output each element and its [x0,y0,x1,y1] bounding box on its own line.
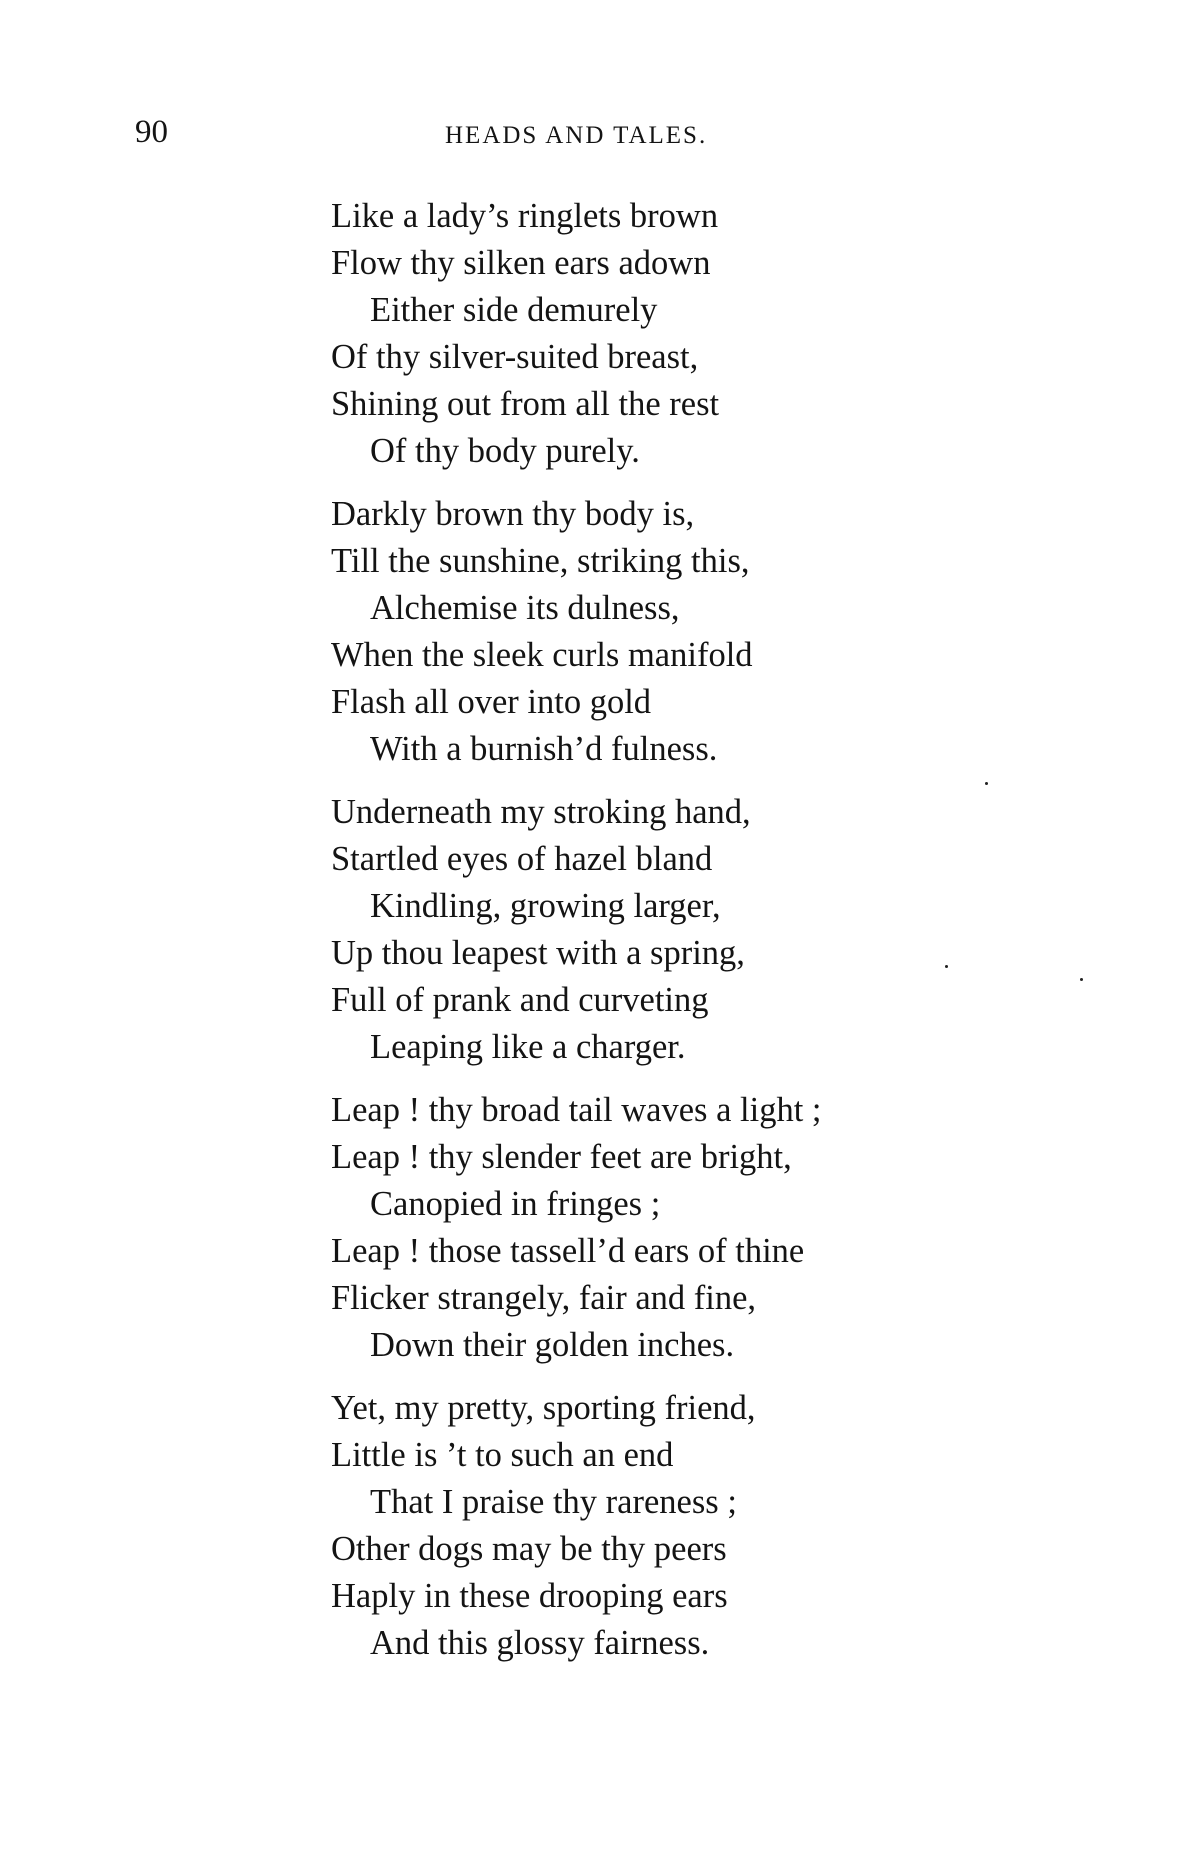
poem-line: Darkly brown thy body is, [331,495,695,533]
poem [331,193,1071,1683]
poem-line: Leap ! those tassell’d ears of thine [331,1232,805,1270]
poem-line: Canopied in fringes ; [370,1185,661,1223]
poem-line: Leap ! thy slender feet are bright, [331,1138,792,1176]
poem-line: Haply in these drooping ears [331,1577,728,1615]
poem-line: Till the sunshine, striking this, [331,542,750,580]
poem-line: Little is ’t to such an end [331,1436,674,1474]
poem-line: Flow thy silken ears adown [331,244,711,282]
poem-line: Kindling, growing larger, [370,887,721,925]
poem-line: Flicker strangely, fair and fine, [331,1279,757,1317]
poem-line: And this glossy fairness. [370,1624,710,1662]
page-number: 90 [135,114,168,150]
poem-line: Shining out from all the rest [331,385,720,423]
ink-speck [1080,978,1083,981]
stanza [331,193,1071,475]
ink-speck [945,965,948,968]
poem-line: Like a lady’s ringlets brown [331,197,719,235]
poem-line: Full of prank and curveting [331,981,709,1019]
ink-speck [985,782,988,785]
poem-line: Of thy body purely. [370,432,640,470]
stanza [331,491,1071,773]
poem-line: That I praise thy rareness ; [370,1483,737,1521]
poem-line: Flash all over into gold [331,683,652,721]
stanza [331,1385,1071,1667]
stanza [331,1087,1071,1369]
poem-line: Other dogs may be thy peers [331,1530,727,1568]
poem-line: Up thou leapest with a spring, [331,934,745,972]
running-title: HEADS AND TALES. [445,122,708,149]
poem-line: Leap ! thy broad tail waves a light ; [331,1091,822,1129]
poem-line: When the sleek curls manifold [331,636,753,674]
poem-line: Yet, my pretty, sporting friend, [331,1389,756,1427]
poem-line: Leaping like a charger. [370,1028,686,1066]
stanza [331,789,1071,1071]
poem-line: Startled eyes of hazel bland [331,840,713,878]
poem-line: Alchemise its dulness, [370,589,680,627]
poem-line: Of thy silver-suited breast, [331,338,699,376]
poem-line: Either side demurely [370,291,658,329]
poem-line: With a burnish’d fulness. [370,730,718,768]
poem-line: Underneath my stroking hand, [331,793,751,831]
poem-line: Down their golden inches. [370,1326,735,1364]
